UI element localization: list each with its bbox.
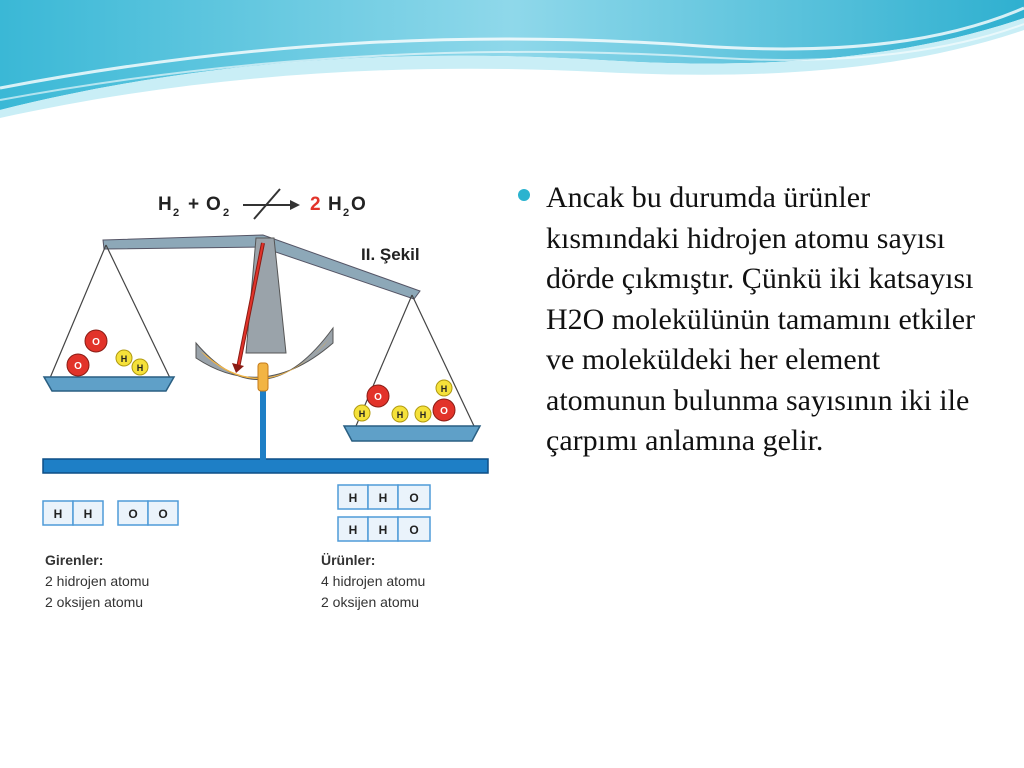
svg-text:O: O [409, 491, 419, 505]
svg-text:H: H [396, 410, 404, 420]
eq-coefficient: 2 [310, 194, 321, 215]
svg-text:H: H [378, 523, 388, 537]
products-title: Ürünler: [321, 552, 376, 568]
svg-text:H: H [378, 491, 388, 505]
svg-text:H: H [136, 363, 144, 373]
product-atom-boxes [338, 485, 430, 541]
reactants-line1: 2 hidrojen atomu [45, 573, 150, 589]
balance-stem [260, 388, 266, 460]
svg-text:O: O [128, 507, 138, 521]
eq-product: H [328, 194, 342, 215]
bullet-point [518, 178, 998, 462]
svg-text:H: H [348, 523, 358, 537]
eq-product-tail: O [351, 194, 366, 215]
svg-text:H: H [348, 491, 358, 505]
svg-text:H: H [358, 409, 366, 419]
balance-figure [28, 183, 498, 628]
eq-sub1: 2 [173, 207, 180, 219]
svg-text:O: O [158, 507, 168, 521]
balance-base [43, 459, 488, 473]
eq-arrow-head [290, 200, 300, 210]
svg-text:H: H [440, 384, 448, 394]
bullet-text: Ancak bu durumda ürünler kısmındaki hidrojen atomu sayısı dörde çıkmıştır. Çünkü iki katsayısı H2O molekülünün tamamını etkiler ve moleküldeki her element atomunun bulunma sayısının iki ile çarpımı anlamına gelir. [546, 181, 976, 457]
right-pan-molecules [354, 380, 455, 422]
svg-text:H: H [120, 354, 128, 364]
pointer-tip [258, 363, 268, 391]
left-pan [44, 377, 174, 391]
right-pan [344, 426, 480, 441]
svg-text:H: H [83, 507, 93, 521]
svg-text:O: O [409, 523, 419, 537]
pointer-arrowhead [232, 363, 244, 373]
reactant-atom-boxes [43, 501, 178, 525]
eq-reactant1: H [158, 194, 172, 215]
figure-label: II. Şekil [361, 245, 420, 264]
svg-text:H: H [419, 410, 427, 420]
equation [158, 189, 366, 219]
svg-text:O: O [74, 361, 82, 372]
products-line2: 2 oksijen atomu [321, 594, 420, 610]
svg-text:H: H [53, 507, 63, 521]
eq-sub2: 2 [223, 207, 230, 219]
reactants-title: Girenler: [45, 552, 104, 568]
left-pan-molecules [67, 330, 148, 376]
svg-text:O: O [440, 406, 448, 417]
eq-reactant2: O [206, 194, 221, 215]
eq-sub3: 2 [343, 207, 350, 219]
products-line1: 4 hidrojen atomu [321, 573, 426, 589]
header-wave-decoration [0, 0, 1024, 120]
eq-plus: + [188, 194, 200, 215]
svg-text:O: O [374, 392, 382, 403]
svg-text:O: O [92, 337, 100, 348]
reactants-line2: 2 oksijen atomu [45, 594, 144, 610]
bullet-icon [518, 189, 530, 201]
